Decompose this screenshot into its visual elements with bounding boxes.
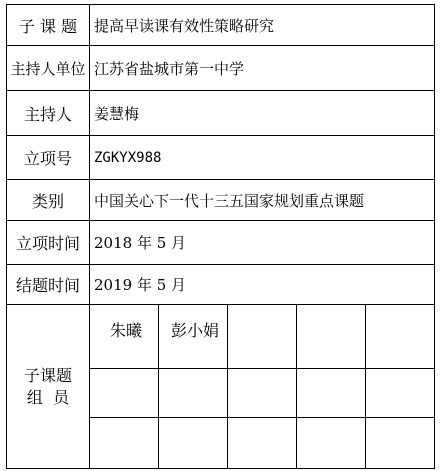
host-value: 姜慧梅: [90, 91, 435, 136]
approval-time-label: 立项时间: [7, 221, 90, 265]
table-row: [7, 5, 435, 46]
project-no-value: ZGKYX988: [90, 136, 435, 180]
category-label: 类别: [7, 180, 90, 221]
empty-cell: [228, 305, 297, 369]
table-row: [7, 221, 435, 265]
empty-cell: [297, 418, 366, 469]
empty-cell: [297, 369, 366, 418]
empty-cell: [366, 369, 435, 418]
empty-cell: [159, 418, 228, 469]
member-name: 朱曦: [110, 321, 143, 340]
host-unit-value: 江苏省盐城市第一中学: [90, 46, 435, 91]
members-table: [6, 304, 435, 469]
empty-cell: [228, 418, 297, 469]
table-row: [7, 46, 435, 91]
category-value: 中国关心下一代十三五国家规划重点课题: [90, 180, 435, 221]
table-row: [7, 265, 435, 305]
subtopic-value: 提高早读课有效性策略研究: [90, 5, 435, 46]
table-row: [7, 136, 435, 180]
project-no-label: 立项号: [7, 136, 90, 180]
table-row: [7, 91, 435, 136]
members-label: [7, 305, 90, 469]
members-label-line1: 子课题: [23, 365, 72, 385]
project-info-table: [6, 4, 435, 305]
empty-cell: [366, 418, 435, 469]
member-name: 彭小娟: [171, 321, 220, 340]
table-row: [7, 180, 435, 221]
empty-cell: [90, 369, 159, 418]
empty-cell: [159, 369, 228, 418]
project-info-sheet: [6, 4, 434, 450]
member-name-cell: [90, 305, 159, 369]
empty-cell: [297, 305, 366, 369]
subtopic-label: 子 课 题: [7, 5, 90, 46]
completion-time-label: 结题时间: [7, 265, 90, 305]
empty-cell: [228, 369, 297, 418]
empty-cell: [90, 418, 159, 469]
host-unit-label: 主持人单位: [7, 46, 90, 91]
members-label-line2: 组 员: [26, 387, 70, 407]
approval-time-value: 2018 年 5 月: [90, 221, 435, 265]
host-label: 主持人: [7, 91, 90, 136]
member-name-cell: [159, 305, 228, 369]
completion-time-value: 2019 年 5 月: [90, 265, 435, 305]
empty-cell: [366, 305, 435, 369]
table-row: [7, 305, 435, 369]
